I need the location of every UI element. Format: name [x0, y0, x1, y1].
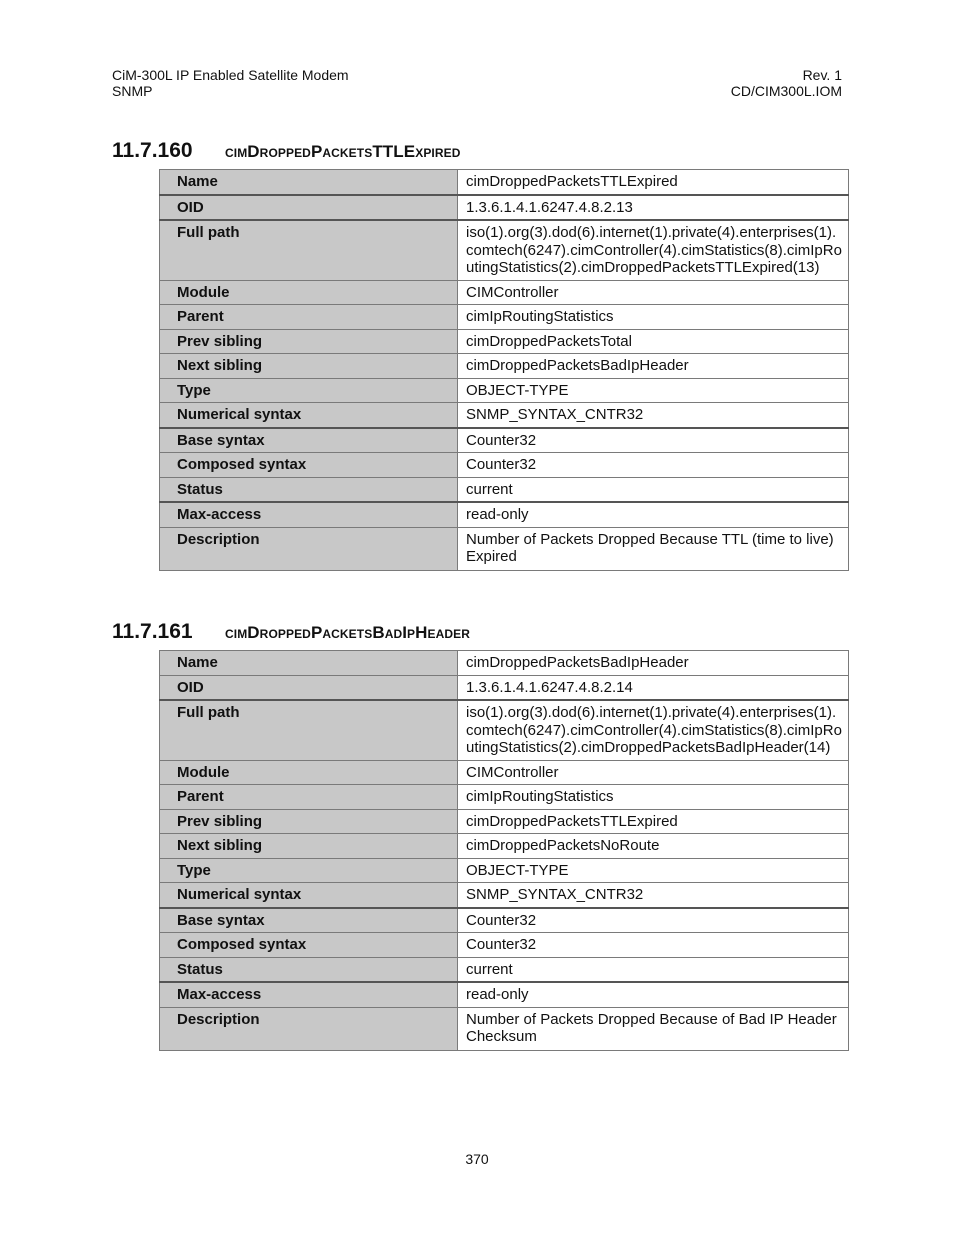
row-value: current — [458, 477, 849, 502]
table-row — [160, 502, 849, 527]
table-row — [160, 982, 849, 1007]
row-key: Description — [160, 527, 458, 570]
row-value: current — [458, 957, 849, 982]
row-key: Max-access — [160, 982, 458, 1007]
section-title: cimDroppedPacketsTTLExpired — [225, 142, 461, 161]
row-key: Numerical syntax — [160, 883, 458, 908]
table-row — [160, 675, 849, 700]
row-key: Module — [160, 280, 458, 305]
table-row — [160, 760, 849, 785]
row-value: Counter32 — [458, 933, 849, 958]
document-code: CD/CIM300L.IOM — [730, 83, 842, 99]
table-row — [160, 354, 849, 379]
table-row — [160, 933, 849, 958]
table-row — [160, 858, 849, 883]
row-key: Composed syntax — [160, 453, 458, 478]
row-value: cimIpRoutingStatistics — [458, 305, 849, 330]
revision: Rev. 1 — [802, 67, 842, 83]
section-number: 11.7.161 — [112, 620, 193, 643]
document-title: CiM-300L IP Enabled Satellite Modem — [112, 67, 349, 83]
row-key: Parent — [160, 305, 458, 330]
row-key: Status — [160, 957, 458, 982]
row-key: Type — [160, 378, 458, 403]
row-key: Status — [160, 477, 458, 502]
row-value: Counter32 — [458, 428, 849, 453]
table-row — [160, 809, 849, 834]
row-value: 1.3.6.1.4.1.6247.4.8.2.14 — [458, 675, 849, 700]
row-value: read-only — [458, 502, 849, 527]
row-value: OBJECT-TYPE — [458, 378, 849, 403]
row-value: CIMController — [458, 280, 849, 305]
row-value: read-only — [458, 982, 849, 1007]
table-row — [160, 957, 849, 982]
row-key: Parent — [160, 785, 458, 810]
row-value: iso(1).org(3).dod(6).internet(1).private(4).enterprises(1).comtech(6247).cimController(4).cimStatistics(8).cimIpRoutingStatistics(2).cimDroppedPacketsBadIpHeader(14) — [458, 700, 849, 760]
row-value: cimDroppedPacketsTTLExpired — [458, 170, 849, 195]
table-row — [160, 477, 849, 502]
section-heading — [112, 136, 461, 164]
row-value: Counter32 — [458, 453, 849, 478]
table-row — [160, 280, 849, 305]
table-row — [160, 651, 849, 676]
row-value: cimDroppedPacketsBadIpHeader — [458, 651, 849, 676]
table-row — [160, 305, 849, 330]
row-key: Name — [160, 170, 458, 195]
table-row — [160, 785, 849, 810]
table-row — [160, 453, 849, 478]
table-row — [160, 170, 849, 195]
row-value: cimDroppedPacketsNoRoute — [458, 834, 849, 859]
row-key: OID — [160, 675, 458, 700]
table-row — [160, 834, 849, 859]
row-value: Number of Packets Dropped Because of Bad IP Header Checksum — [458, 1007, 849, 1050]
row-value: Counter32 — [458, 908, 849, 933]
row-value: SNMP_SYNTAX_CNTR32 — [458, 403, 849, 428]
table-row — [160, 378, 849, 403]
table-row — [160, 1007, 849, 1050]
row-value: SNMP_SYNTAX_CNTR32 — [458, 883, 849, 908]
table-row — [160, 428, 849, 453]
row-key: Prev sibling — [160, 329, 458, 354]
row-key: Prev sibling — [160, 809, 458, 834]
section-title: cimDroppedPacketsBadIpHeader — [225, 623, 471, 642]
row-value: cimIpRoutingStatistics — [458, 785, 849, 810]
table-row — [160, 908, 849, 933]
row-value: cimDroppedPacketsTotal — [458, 329, 849, 354]
row-key: Next sibling — [160, 354, 458, 379]
row-value: Number of Packets Dropped Because TTL (time to live) Expired — [458, 527, 849, 570]
section-number: 11.7.160 — [112, 139, 193, 162]
table-row — [160, 527, 849, 570]
row-key: Description — [160, 1007, 458, 1050]
row-value: CIMController — [458, 760, 849, 785]
row-key: Base syntax — [160, 908, 458, 933]
mib-object-table — [159, 650, 849, 1051]
running-header-left — [112, 67, 349, 99]
row-key: Max-access — [160, 502, 458, 527]
row-value: OBJECT-TYPE — [458, 858, 849, 883]
table-row — [160, 220, 849, 280]
row-key: Full path — [160, 220, 458, 280]
row-key: Module — [160, 760, 458, 785]
page-number: 370 — [465, 1151, 489, 1167]
row-value: 1.3.6.1.4.1.6247.4.8.2.13 — [458, 195, 849, 221]
row-key: Type — [160, 858, 458, 883]
table-row — [160, 329, 849, 354]
row-key: Base syntax — [160, 428, 458, 453]
running-header-right — [731, 67, 842, 99]
section-heading — [112, 617, 470, 645]
table-row — [160, 700, 849, 760]
row-key: Next sibling — [160, 834, 458, 859]
row-key: Name — [160, 651, 458, 676]
chapter-name: SNMP — [112, 83, 153, 99]
row-key: Full path — [160, 700, 458, 760]
row-value: cimDroppedPacketsTTLExpired — [458, 809, 849, 834]
table-row — [160, 403, 849, 428]
table-row — [160, 883, 849, 908]
row-key: Composed syntax — [160, 933, 458, 958]
table-row — [160, 195, 849, 221]
mib-object-table — [159, 169, 849, 571]
row-value: iso(1).org(3).dod(6).internet(1).private(4).enterprises(1).comtech(6247).cimController(4).cimStatistics(8).cimIpRoutingStatistics(2).cimDroppedPacketsTTLExpired(13) — [458, 220, 849, 280]
row-key: OID — [160, 195, 458, 221]
row-key: Numerical syntax — [160, 403, 458, 428]
row-value: cimDroppedPacketsBadIpHeader — [458, 354, 849, 379]
